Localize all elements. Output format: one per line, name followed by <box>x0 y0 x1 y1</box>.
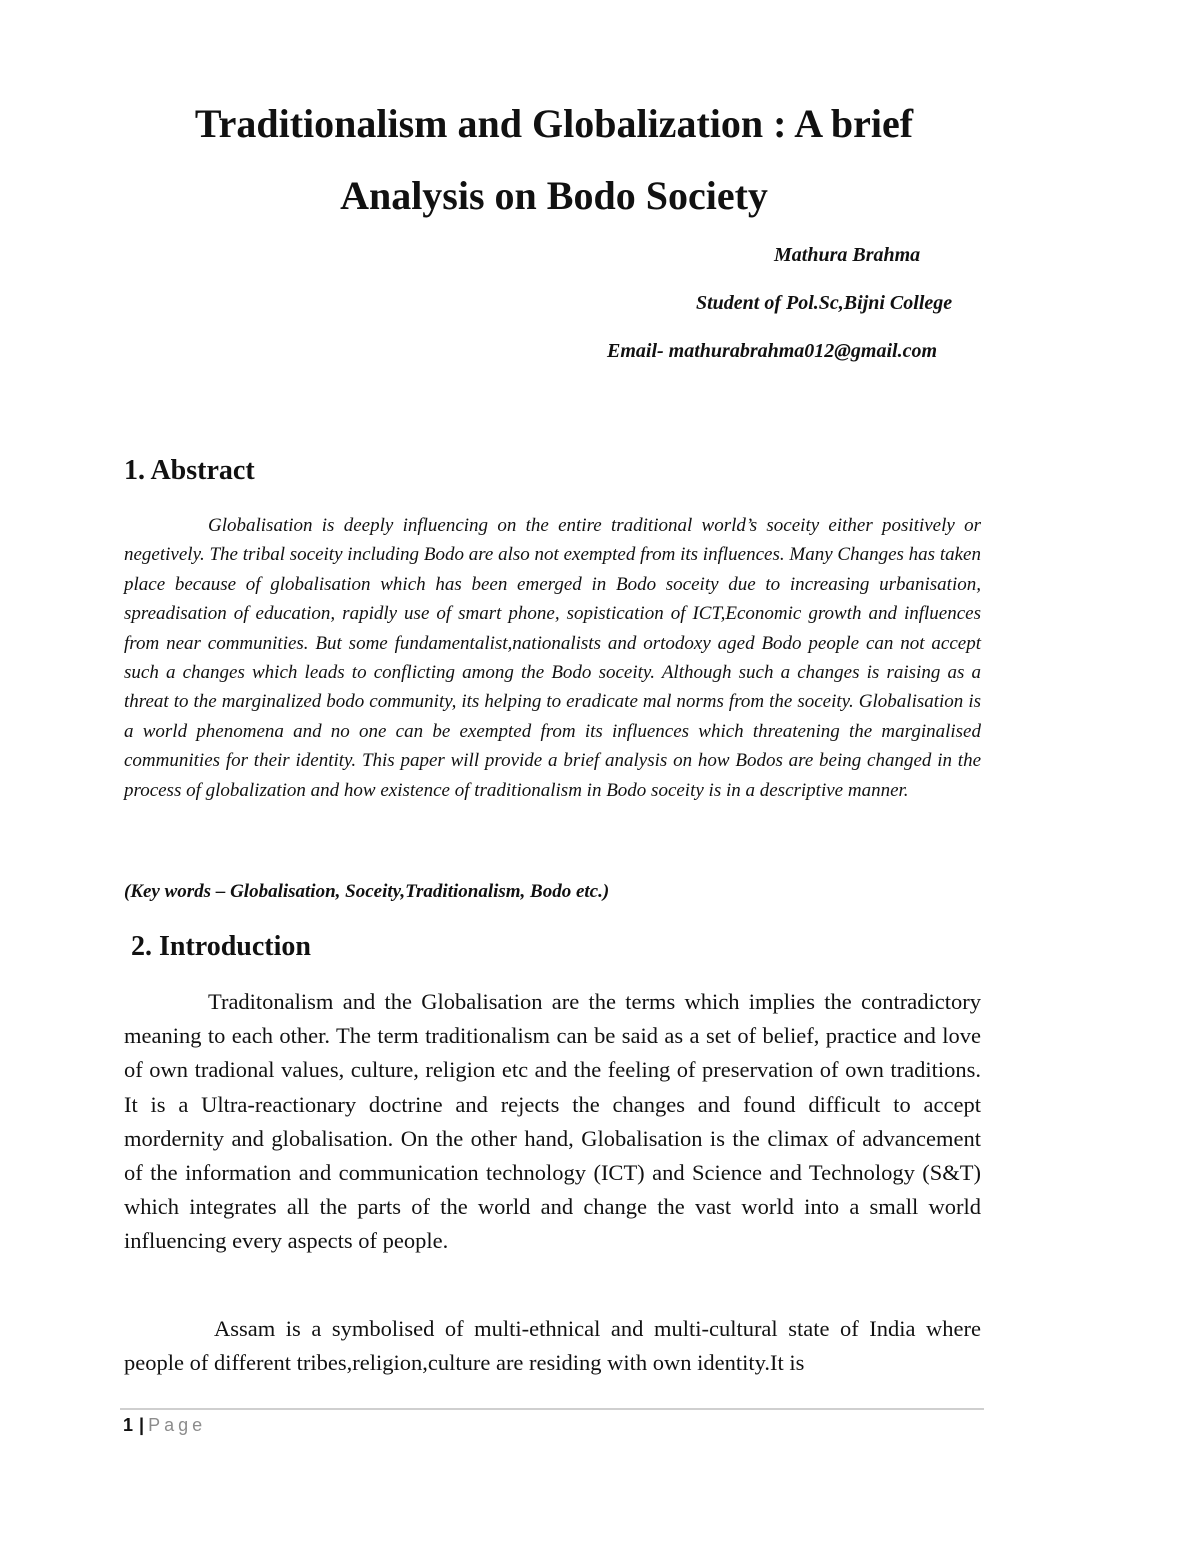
abstract-text-block <box>124 511 981 805</box>
footer-separator: | <box>139 1415 145 1435</box>
author-affiliation: Student of Pol.Sc,Bijni College <box>696 292 953 314</box>
introduction-heading: 2. Introduction <box>131 931 311 962</box>
introduction-paragraph-1: Traditonalism and the Globalisation are the terms which implies the contradictory meaning to each other. The term traditionalism can be said as a set of belief, practice and love of own tradional values, culture, religion etc and the feeling of preservation of own traditions. It is a Ultra-reactionary doctrine and rejects the changes and found difficult to accept mordernity and globalisation. On the other hand, Globalisation is the climax of advancement of the information and communication technology (ICT) and Science and Technology (S&T) which integrates all the parts of the world and change the vast world into a small world influencing every aspects of people. <box>124 989 981 1254</box>
keywords: (Key words – Globalisation, Soceity,Traditionalism, Bodo etc.) <box>124 881 610 902</box>
title-line-2: Analysis on Bodo Society <box>340 173 768 218</box>
title-line-1: Traditionalism and Globalization : A brief <box>194 101 914 146</box>
introduction-paragraph-2: Assam is a symbolised of multi-ethnical and multi-cultural state of India where people of different tribes,religion,culture are residing with own identity.It is <box>124 1316 981 1376</box>
author-name: Mathura Brahma <box>774 244 921 266</box>
introduction-paragraph-2-block <box>124 1312 981 1380</box>
page-label: Page <box>148 1415 207 1435</box>
introduction-paragraph-1-block <box>124 985 981 1259</box>
abstract-heading: 1. Abstract <box>124 455 255 486</box>
footer-divider <box>120 1408 984 1410</box>
page-number: 1 <box>123 1415 134 1435</box>
page-footer <box>123 1416 206 1434</box>
author-email: Email- mathurabrahma012@gmail.com <box>607 340 938 362</box>
abstract-text: Globalisation is deeply influencing on the entire traditional world’s soceity either positively or negetively. The tribal soceity including Bodo are also not exempted from its influences. Many Changes has taken place because of globalisation which has been emerged in Bodo soceity due to increasing urbanisation, spreadisation of education, rapidly use of smart phone, sopistication of ICT,Economic growth and influences from near communities. But some fundamentalist,nationalists and ortodoxy aged Bodo people can not accept such a changes which leads to conflicting among the Bodo soceity. Although such a changes is raising as a threat to the marginalized bodo community, its helping to eradicate mal norms from the soceity. Globalisation is a world phenomena and no one can be exempted from its influences which threatening the marginalised communities for their identity. This paper will provide a brief analysis on how Bodos are being changed in the process of globalization and how existence of traditionalism in Bodo soceity is in a descriptive manner. <box>124 515 981 801</box>
